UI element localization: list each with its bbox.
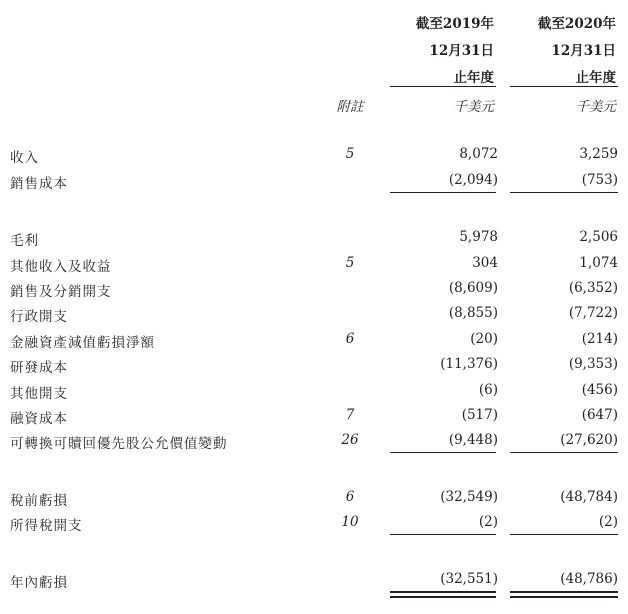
- note-column-header: 附註: [336, 99, 364, 115]
- row-value-2020: (214): [581, 331, 618, 347]
- row-label: 融資成本: [10, 411, 68, 427]
- row-label: 年內虧損: [10, 575, 68, 591]
- row-value-2019: (8,855): [448, 305, 498, 321]
- row-value-2020: (9,353): [568, 356, 618, 372]
- row-value-2019: (517): [461, 407, 498, 423]
- row-value-2019: 5,978: [459, 229, 498, 245]
- row-label: 行政開支: [10, 309, 68, 325]
- row-label: 研發成本: [10, 360, 68, 376]
- row-value-2020: (7,722): [568, 305, 618, 321]
- row-value-2019: (6): [478, 382, 498, 398]
- row-value-2020: (48,786): [560, 571, 618, 587]
- col-2020-header-line2: 12月31日: [551, 43, 616, 59]
- row-value-2020: (456): [581, 382, 618, 398]
- row-value-2020: (2): [598, 514, 618, 530]
- row-label: 可轉換可贖回優先股公允價值變動: [10, 436, 228, 452]
- row-label: 其他開支: [10, 386, 68, 402]
- row-note: 7: [345, 407, 355, 423]
- row-value-2019: (2,094): [448, 172, 498, 188]
- row-label: 銷售成本: [10, 176, 68, 192]
- row-label: 所得稅開支: [10, 518, 83, 534]
- row-value-2020: (647): [581, 407, 618, 423]
- row-value-2020: (48,784): [560, 489, 618, 505]
- subtotal-rule-2020: [510, 534, 618, 535]
- total-double-rule-2019-top: [390, 591, 496, 593]
- unit-2020: 千美元: [575, 99, 616, 115]
- row-value-2019: (8,609): [448, 280, 498, 296]
- row-label: 毛利: [10, 233, 39, 249]
- row-note: 26: [341, 432, 359, 448]
- row-value-2020: 2,506: [579, 229, 618, 245]
- row-value-2019: 304: [472, 255, 498, 271]
- col-2020-header-line3: 止年度: [575, 70, 616, 86]
- row-label: 其他收入及收益: [10, 259, 112, 275]
- row-note: 6: [345, 331, 355, 347]
- row-note: 5: [345, 255, 355, 271]
- unit-2019: 千美元: [453, 99, 494, 115]
- row-value-2020: (753): [581, 172, 618, 188]
- row-label: 銷售及分銷開支: [10, 284, 112, 300]
- header-underline-2019: [390, 86, 496, 87]
- total-double-rule-2020-top: [510, 591, 618, 593]
- subtotal-rule-2020: [510, 192, 618, 193]
- header-underline-2020: [510, 86, 618, 87]
- row-value-2020: (6,352): [568, 280, 618, 296]
- row-value-2019: (2): [478, 514, 498, 530]
- row-value-2019: (32,551): [440, 571, 498, 587]
- row-label: 稅前虧損: [10, 493, 68, 509]
- row-note: 10: [341, 514, 359, 530]
- col-2020-header-line1: 截至2020年: [537, 16, 616, 32]
- row-note: 5: [345, 146, 355, 162]
- row-value-2019: 8,072: [459, 146, 498, 162]
- total-double-rule-2019-bottom: [390, 596, 496, 598]
- subtotal-rule-2019: [390, 452, 496, 453]
- row-value-2019: (20): [470, 331, 498, 347]
- row-note: 6: [345, 489, 355, 505]
- col-2019-header-line1: 截至2019年: [415, 16, 494, 32]
- col-2019-header-line3: 止年度: [453, 70, 494, 86]
- row-value-2020: 1,074: [579, 255, 618, 271]
- row-label: 收入: [10, 150, 39, 166]
- row-value-2020: 3,259: [579, 146, 618, 162]
- total-double-rule-2020-bottom: [510, 596, 618, 598]
- row-value-2020: (27,620): [560, 432, 618, 448]
- row-value-2019: (11,376): [440, 356, 498, 372]
- row-label: 金融資產減值虧損淨額: [10, 335, 155, 351]
- col-2019-header-line2: 12月31日: [429, 43, 494, 59]
- row-value-2019: (32,549): [440, 489, 498, 505]
- subtotal-rule-2019: [390, 192, 496, 193]
- row-value-2019: (9,448): [448, 432, 498, 448]
- subtotal-rule-2020: [510, 452, 618, 453]
- subtotal-rule-2019: [390, 534, 496, 535]
